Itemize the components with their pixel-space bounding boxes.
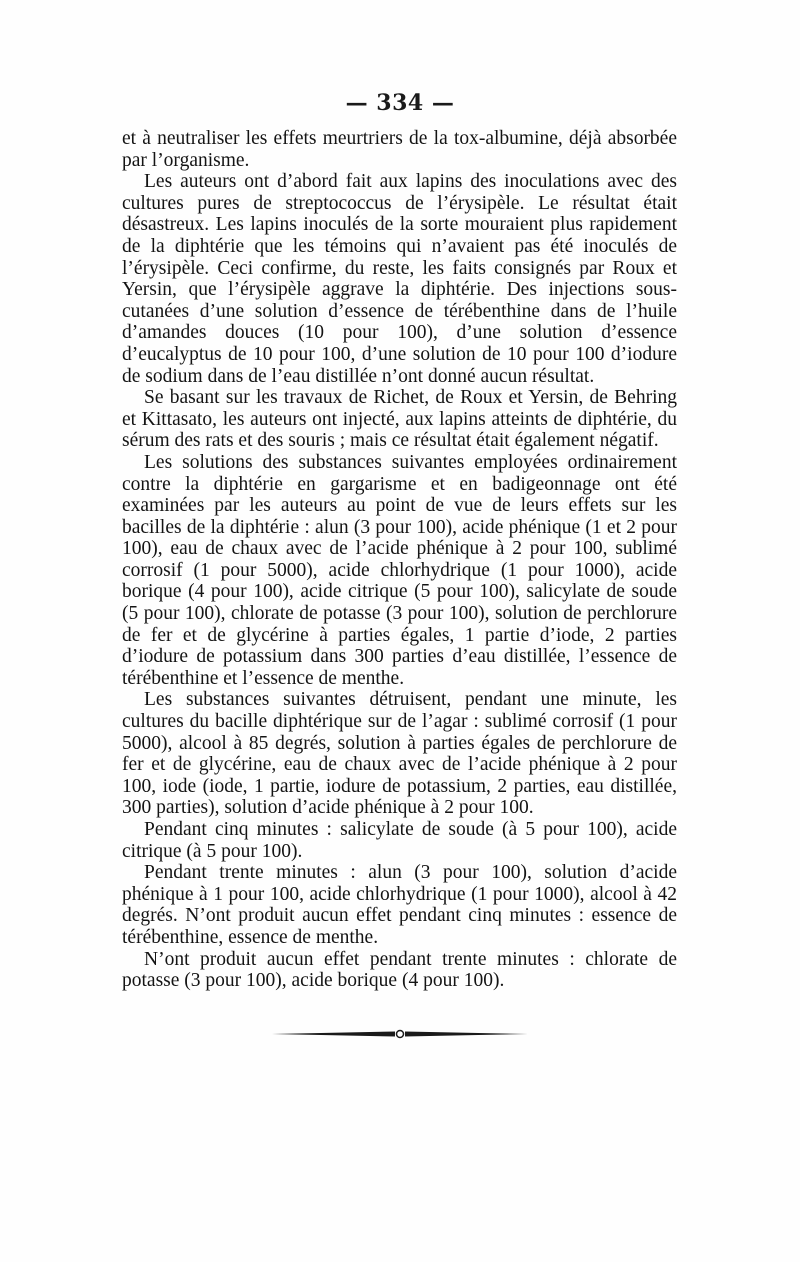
paragraph: Se basant sur les travaux de Richet, de Roux et Yersin, de Behring et Kittasato, les auteurs ont injecté, aux lapins atteints de diphtérie, du sérum des rats et des souris ; mais ce résultat était également négatif. [122, 387, 677, 452]
paragraph: Pendant cinq minutes : salicylate de soude (à 5 pour 100), acide citrique (à 5 pour 100). [122, 819, 677, 862]
paragraph: Les substances suivantes détruisent, pendant une minute, les cultures du bacille diphtérique sur de l’agar : sublimé corrosif (1 pour 5000), alcool à 85 degrés, solution à parties égales de perchlorure de fer et de glycérine, eau de chaux avec de l’acide phénique à 2 pour 100, iode (iode, 1 partie, iodure de potassium, 2 parties, eau distillée, 300 parties), solution d’acide phénique à 2 pour 100. [122, 689, 677, 819]
body-text [122, 128, 677, 992]
paragraph: et à neutraliser les effets meurtriers de la tox-albumine, déjà absorbée par l’organisme. [122, 128, 677, 171]
paragraph: N’ont produit aucun effet pendant trente minutes : chlorate de potasse (3 pour 100), acide borique (4 pour 100). [122, 948, 677, 992]
paragraph: Les auteurs ont d’abord fait aux lapins des inoculations avec des cultures pures de streptococcus de l’érysipèle. Le résultat était désastreux. Les lapins inoculés de la sorte mouraient plus rapidement de la diphtérie que les témoins qui n’avaient pas été inoculés de l’érysipèle. Ceci confirme, du reste, les faits consignés par Roux et Yersin, que l’érysipèle aggrave la diphtérie. Des injections sous-cutanées d’une solution d’essence de térébenthine dans de l’huile d’amandes douces (10 pour 100), d’une solution d’essence d’eucalyptus de 10 pour 100, d’une solution de 10 pour 100 d’iodure de sodium dans de l’eau distillée n’ont donné aucun résultat. [122, 171, 677, 387]
page-number: — 334 — [345, 90, 455, 116]
paragraph: Pendant trente minutes : alun (3 pour 100), solution d’acide phénique à 1 pour 100, acide chlorhydrique (1 pour 1000), alcool à 42 degrés. N’ont produit aucun effet pendant cinq minutes : essence de térébenthine, essence de menthe. [122, 862, 677, 948]
paragraph: Les solutions des substances suivantes employées ordinairement contre la diphtérie en gargarisme et en badigeonnage ont été examinées par les auteurs au point de vue de leurs effets sur les bacilles de la diphtérie : alun (3 pour 100), acide phénique (1 et 2 pour 100), eau de chaux avec de l’acide phénique à 2 pour 100, sublimé corrosif (1 pour 5000), acide chlorhydrique (1 pour 1000), acide borique (4 pour 100), acide citrique (5 pour 100), salicylate de soude (5 pour 100), chlorate de potasse (3 pour 100), solution de perchlorure de fer et de glycérine à parties égales, 1 partie d’iode, 2 parties d’iodure de potassium dans 300 parties d’eau distillée, l’essence de térébenthine et l’essence de menthe. [122, 451, 677, 689]
ornament-rule-icon [0, 1024, 800, 1044]
